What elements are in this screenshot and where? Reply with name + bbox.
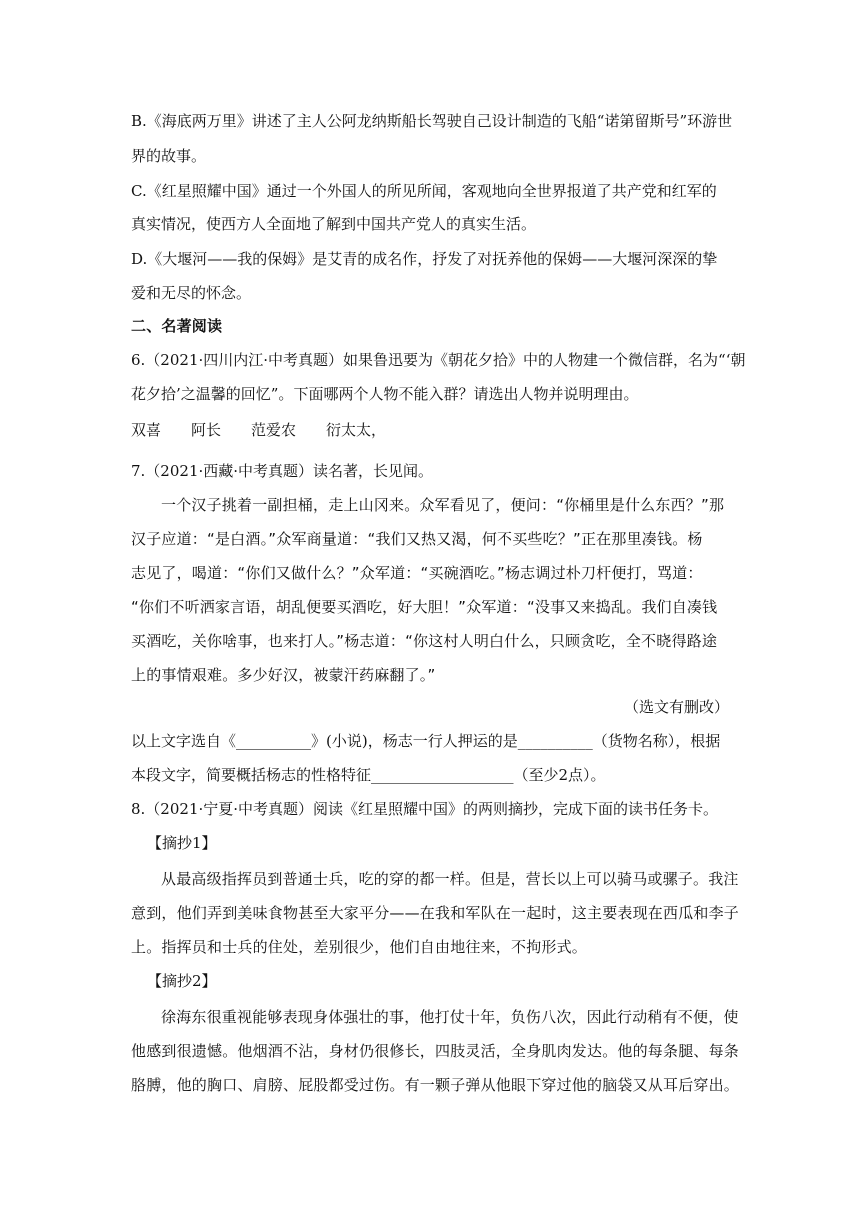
q8-excerpt1-line-1: 从最高级指挥员到普通士兵，吃的穿的都一样。但是，营长以上可以骑马或骡子。我注 [161, 870, 739, 888]
q8-title: 8.（2021·宁夏·中考真题）阅读《红星照耀中国》的两则摘抄，完成下面的读书任务卡。 [131, 800, 719, 818]
option-d-line-1: D.《大堰河——我的保姆》是艾青的成名作，抒发了对抚养他的保姆——大堰河深深的挚 [131, 250, 718, 268]
q7-source-note: （选文有删改） [623, 698, 729, 716]
section-title: 二、名著阅读 [131, 317, 223, 335]
q8-excerpt2-line-2: 他感到很遗憾。他烟酒不沾，身材仍很修长，四肢灵活，全身肌肉发达。他的每条腿、每条 [131, 1042, 740, 1060]
q6-name-4: 衍太太， [326, 421, 387, 439]
q7-passage-line-5: 买酒吃，关你啥事，也来打人。”杨志道：“你这村人明白什么，只顾贪吃，全不晓得路途 [131, 632, 718, 650]
q8-excerpt2-line-1: 徐海东很重视能够表现身体强壮的事，他打仗十年，负伤八次，因此行动稍有不便，使 [161, 1008, 739, 1026]
q6-name-3: 范爱农 [251, 421, 297, 439]
q6-name-1: 双喜 [131, 421, 162, 439]
q8-excerpt2-line-3: 胳膊，他的胸口、肩膀、屁股都受过伤。有一颗子弹从他眼下穿过他的脑袋又从耳后穿出。 [131, 1076, 740, 1094]
q6-line-1: 6.（2021·四川内江·中考真题）如果鲁迅要为《朝花夕拾》中的人物建一个微信群，名为“‘朝 [131, 351, 746, 369]
q7-passage-line-2: 汉子应道：“是白酒。”众军商量道：“我们又热又渴，何不买些吃？”正在那里凑钱。杨 [131, 530, 703, 548]
q6-line-2: 花夕拾’之温馨的回忆”。下面哪两个人物不能入群？请选出人物并说明理由。 [131, 385, 639, 403]
q8-excerpt2-label: 【摘抄2】 [147, 972, 217, 990]
q7-passage-line-3: 志见了，喝道：“你们又做什么？”众军道：“买碗酒吃。”杨志调过朴刀杆便打，骂道： [131, 564, 703, 582]
option-d-line-2: 爱和无尽的怀念。 [131, 284, 252, 302]
q6-name-list [131, 420, 731, 440]
q8-excerpt1-line-2: 意到，他们弄到美味食物甚至大家平分——在我和军队在一起时，这主要表现在西瓜和李子 [131, 904, 740, 922]
option-b-line-2: 界的故事。 [131, 147, 207, 165]
q7-passage-line-6: 上的事情艰难。多少好汉，被蒙汗药麻翻了。” [131, 666, 436, 684]
q8-excerpt1-line-3: 上。指挥员和士兵的住处，差别很少，他们自由地往来，不拘形式。 [131, 938, 588, 956]
q7-passage-line-1: 一个汉子挑着一副担桶，走上山冈来。众军看见了，便问：“你桶里是什么东西？”那 [161, 496, 725, 514]
q7-task-line-2: 本段文字，简要概括杨志的性格特征___________________（至少2点）。 [131, 766, 606, 784]
q7-passage-line-4: “你们不听洒家言语，胡乱便要买酒吃，好大胆！”众军道：“没事又来捣乱。我们自凑钱 [131, 598, 718, 616]
q6-name-2: 阿长 [191, 421, 222, 439]
q7-title: 7.（2021·西藏·中考真题）读名著，长见闻。 [131, 462, 434, 480]
option-c-line-1: C.《红星照耀中国》通过一个外国人的所见所闻，客观地向全世界报道了共产党和红军的 [131, 182, 717, 200]
q8-excerpt1-label: 【摘抄1】 [147, 834, 217, 852]
q7-task-line-1: 以上文字选自《__________》(小说)，杨志一行人押运的是__________（货物名称），根据 [131, 732, 721, 750]
option-c-line-2: 真实情况，使西方人全面地了解到中国共产党人的真实生活。 [131, 215, 537, 233]
option-b-line-1: B.《海底两万里》讲述了主人公阿龙纳斯船长驾驶自己设计制造的飞船“诺第留斯号”环游世 [131, 112, 733, 130]
